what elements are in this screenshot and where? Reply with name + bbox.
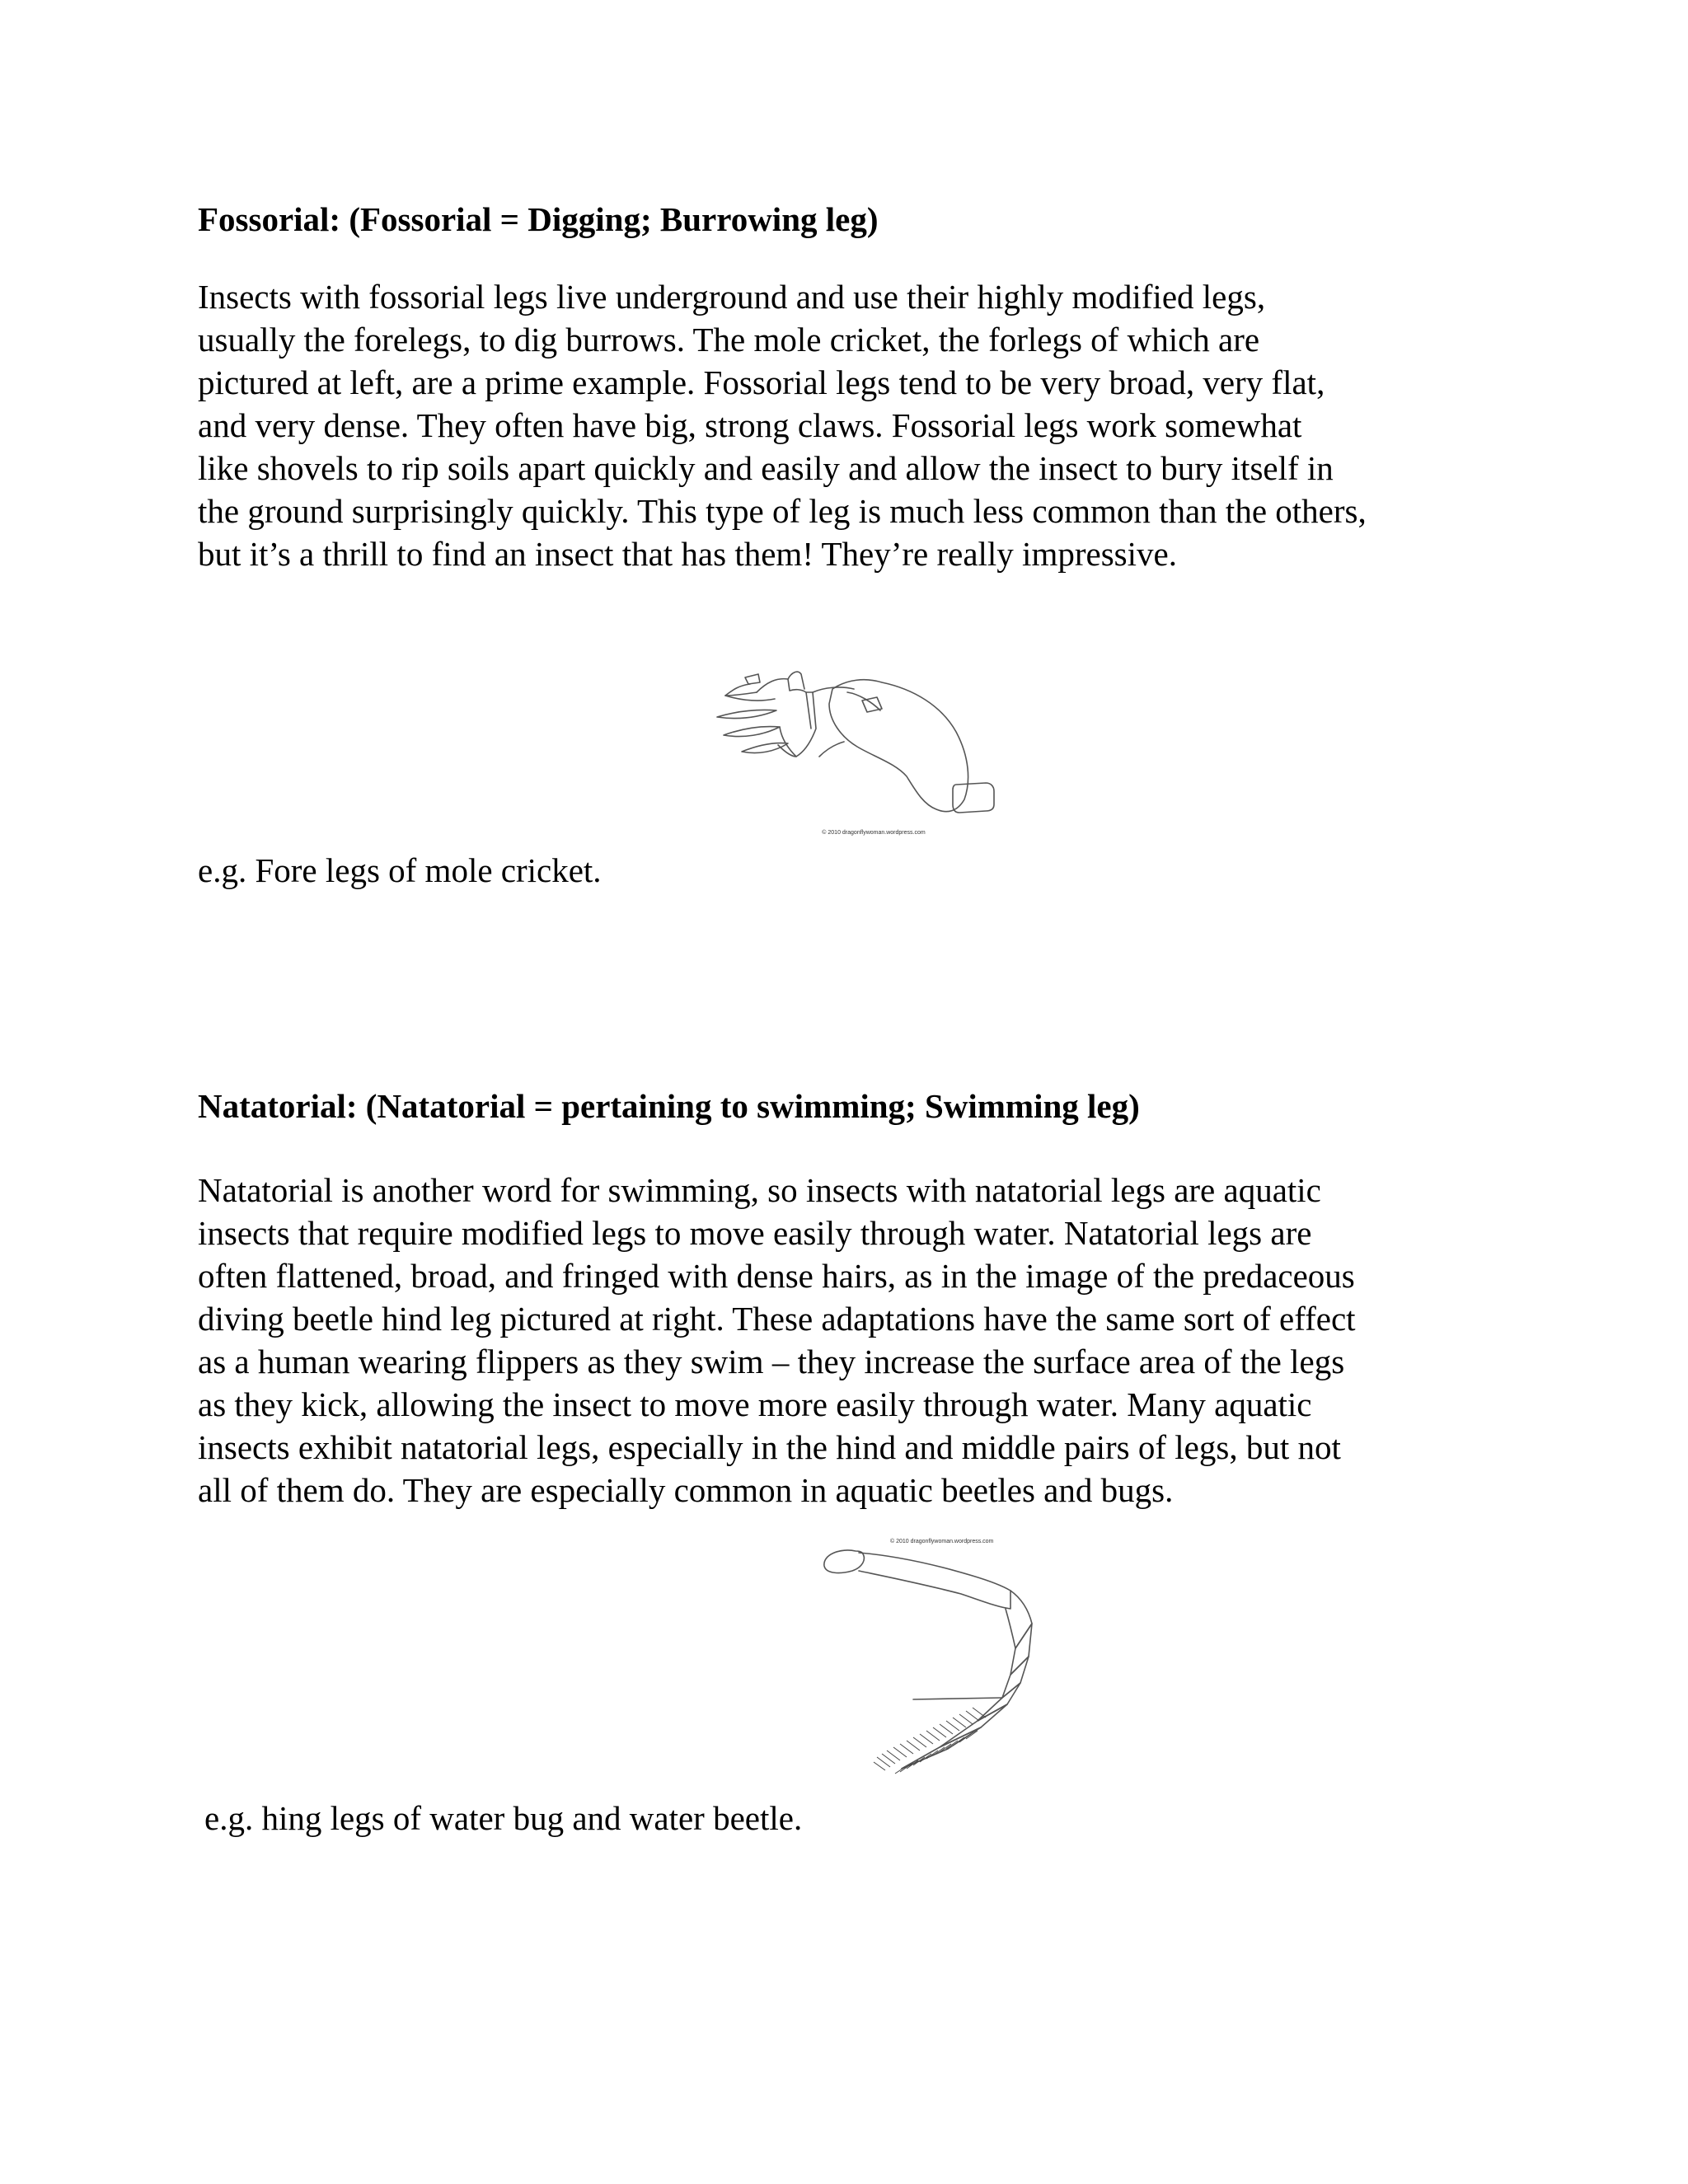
paragraph-line: pictured at left, are a prime example. Fossorial legs tend to be very broad, very flat, bbox=[198, 363, 1325, 401]
diving-beetle-hind-leg-drawing-icon bbox=[816, 1533, 1088, 1780]
paragraph-line: insects exhibit natatorial legs, especially in the hind and middle pairs of legs, but not bbox=[198, 1428, 1341, 1466]
caption-natatorial: e.g. hing legs of water bug and water beetle. bbox=[204, 1799, 803, 1837]
paragraph-line: like shovels to rip soils apart quickly and easily and allow the insect to bury itself in bbox=[198, 449, 1334, 487]
paragraph-line: usually the forelegs, to dig burrows. The mole cricket, the forlegs of which are bbox=[198, 321, 1260, 359]
paragraph-line: Natatorial is another word for swimming, so insects with natatorial legs are aquatic bbox=[198, 1171, 1321, 1209]
caption-fossorial: e.g. Fore legs of mole cricket. bbox=[198, 851, 602, 889]
diving-beetle-hind-leg-figure bbox=[816, 1533, 1088, 1780]
paragraph-line: diving beetle hind leg pictured at right. These adaptations have the same sort of effect bbox=[198, 1300, 1356, 1338]
paragraph-line: often flattened, broad, and fringed with dense hairs, as in the image of the predaceous bbox=[198, 1257, 1355, 1295]
paragraph-line: the ground surprisingly quickly. This type of leg is much less common than the others, bbox=[198, 492, 1367, 530]
paragraph-line: Insects with fossorial legs live underground and use their highly modified legs, bbox=[198, 278, 1266, 316]
section-heading-fossorial: Fossorial: (Fossorial = Digging; Burrowing leg) bbox=[198, 200, 879, 238]
paragraph-line: insects that require modified legs to move easily through water. Natatorial legs are bbox=[198, 1214, 1312, 1252]
paragraph-fossorial bbox=[198, 275, 1367, 575]
paragraph-line: as a human wearing flippers as they swim – they increase the surface area of the legs bbox=[198, 1343, 1345, 1380]
paragraph-line: all of them do. They are especially common in aquatic beetles and bugs. bbox=[198, 1471, 1174, 1509]
paragraph-line: but it’s a thrill to find an insect that has them! They’re really impressive. bbox=[198, 535, 1177, 573]
section-heading-natatorial: Natatorial: (Natatorial = pertaining to swimming; Swimming leg) bbox=[198, 1087, 1140, 1125]
mole-cricket-foreleg-figure bbox=[709, 659, 1039, 841]
paragraph-natatorial bbox=[198, 1169, 1356, 1511]
figure-credit: © 2010 dragonflywoman.wordpress.com bbox=[890, 1539, 994, 1544]
paragraph-line: and very dense. They often have big, strong claws. Fossorial legs work somewhat bbox=[198, 406, 1302, 444]
paragraph-line: as they kick, allowing the insect to move more easily through water. Many aquatic bbox=[198, 1385, 1312, 1423]
figure-credit: © 2010 dragonflywoman.wordpress.com bbox=[822, 830, 926, 836]
mole-cricket-foreleg-drawing-icon bbox=[709, 659, 1039, 841]
